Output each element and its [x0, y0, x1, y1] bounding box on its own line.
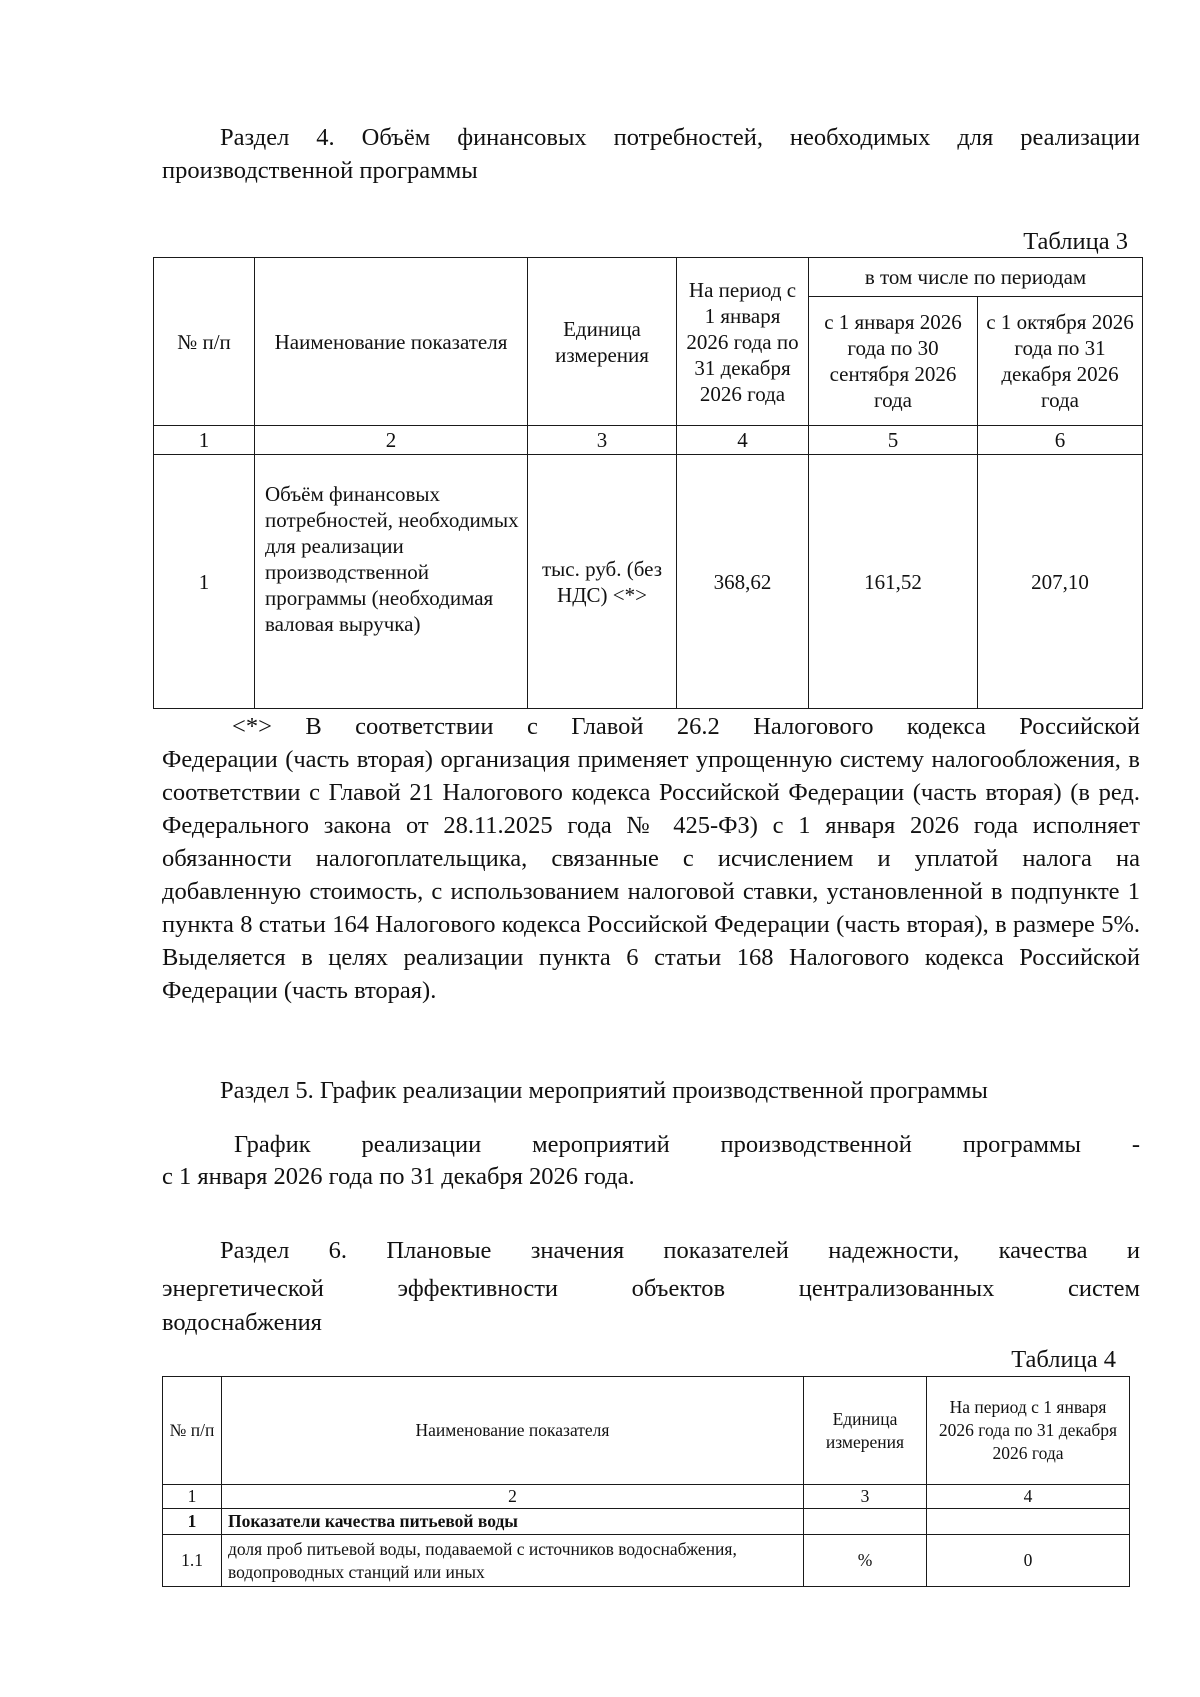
t3-column-numbers — [154, 426, 1143, 455]
t4-group-num: 1 — [163, 1509, 222, 1535]
t4-header-period: На период с 1 января 2026 года по 31 декабря 2026 года — [927, 1377, 1130, 1485]
t4-row-value: 0 — [927, 1535, 1130, 1587]
t4-group-row — [163, 1509, 1130, 1535]
t4-group-name: Показатели качества питьевой воды — [222, 1509, 804, 1535]
t3-data-row — [154, 455, 1143, 709]
t3-header-name: Наименование показателя — [255, 258, 528, 426]
t3-row-num: 1 — [154, 455, 255, 709]
t4-colnum: 4 — [927, 1485, 1130, 1509]
footnote-body: Федерации (часть вторая) организация применяет упрощенную систему налогообложения, в соответствии с Главой 21 Налогового кодекса Российской Федерации (часть вторая) (в ред. Федерального закона от 28.11.2025 года № 425-ФЗ) с 1 января 2026 года исполняет обязанности налогоплательщика, связанные с исчислением и уплатой налога на добавленную стоимость, с использованием налоговой ставки, установленной в подпункте 1 пункта 8 статьи 164 Налогового кодекса Российской Федерации (часть вторая), в размере 5%. Выделяется в целях реализации пункта 6 статьи 168 Налогового кодекса Российской Федерации (часть вторая). — [162, 746, 1140, 1004]
t3-row-sub2: 207,10 — [978, 455, 1143, 709]
section6-title-line1: Раздел 6. Плановые значения показателей надежности, качества и — [220, 1237, 1140, 1264]
t3-row-unit: тыс. руб. (без НДС) <*> — [528, 455, 677, 709]
t3-colnum: 5 — [809, 426, 978, 455]
table3-caption: Таблица 3 — [1023, 228, 1128, 255]
t3-header-period: На период с 1 января 2026 года по 31 декабря 2026 года — [677, 258, 809, 426]
t3-header-sub1: с 1 января 2026 года по 30 сентября 2026 года — [809, 297, 978, 426]
footnote-line1: <*> В соответствии с Главой 26.2 Налогового кодекса Российской — [232, 713, 1140, 740]
t3-colnum: 6 — [978, 426, 1143, 455]
section4-title-line1: Раздел 4. Объём финансовых потребностей, необходимых для реализации — [220, 124, 1140, 151]
t4-colnum: 3 — [804, 1485, 927, 1509]
t3-row-sub1: 161,52 — [809, 455, 978, 709]
table4-caption: Таблица 4 — [1011, 1346, 1116, 1373]
table3 — [153, 257, 1143, 709]
section6-title-line3: водоснабжения — [162, 1309, 322, 1336]
t3-colnum: 1 — [154, 426, 255, 455]
t4-row-num: 1.1 — [163, 1535, 222, 1587]
t3-header-unit: Единица измерения — [528, 258, 677, 426]
t3-header-subperiods: в том числе по периодам — [809, 258, 1143, 297]
t3-row-total: 368,62 — [677, 455, 809, 709]
t3-colnum: 4 — [677, 426, 809, 455]
t3-row-name: Объём финансовых потребностей, необходимых для реализации производственной программы (необходимая валовая выручка) — [255, 455, 528, 709]
t4-colnum: 1 — [163, 1485, 222, 1509]
t4-header-num: № п/п — [163, 1377, 222, 1485]
t3-header-sub2: с 1 октября 2026 года по 31 декабря 2026 года — [978, 297, 1143, 426]
section5-text-line1: График реализации мероприятий производственной программы - — [234, 1131, 1140, 1158]
t4-header-unit: Единица измерения — [804, 1377, 927, 1485]
t4-colnum: 2 — [222, 1485, 804, 1509]
t4-row-name: доля проб питьевой воды, подаваемой с источников водоснабжения, водопроводных станций или иных — [222, 1535, 804, 1587]
section6-title-line2: энергетической эффективности объектов централизованных систем — [162, 1275, 1140, 1302]
t4-row-unit: % — [804, 1535, 927, 1587]
section5-text-line2: с 1 января 2026 года по 31 декабря 2026 года. — [162, 1163, 635, 1190]
t3-colnum: 2 — [255, 426, 528, 455]
t3-header-num: № п/п — [154, 258, 255, 426]
t3-colnum: 3 — [528, 426, 677, 455]
t4-group-unit — [804, 1509, 927, 1535]
t4-column-numbers — [163, 1485, 1130, 1509]
t4-data-row — [163, 1535, 1130, 1587]
section5-title: Раздел 5. График реализации мероприятий производственной программы — [220, 1077, 988, 1104]
t4-group-value — [927, 1509, 1130, 1535]
t4-header-name: Наименование показателя — [222, 1377, 804, 1485]
table4 — [162, 1376, 1130, 1587]
section4-title-line2: производственной программы — [162, 157, 478, 184]
